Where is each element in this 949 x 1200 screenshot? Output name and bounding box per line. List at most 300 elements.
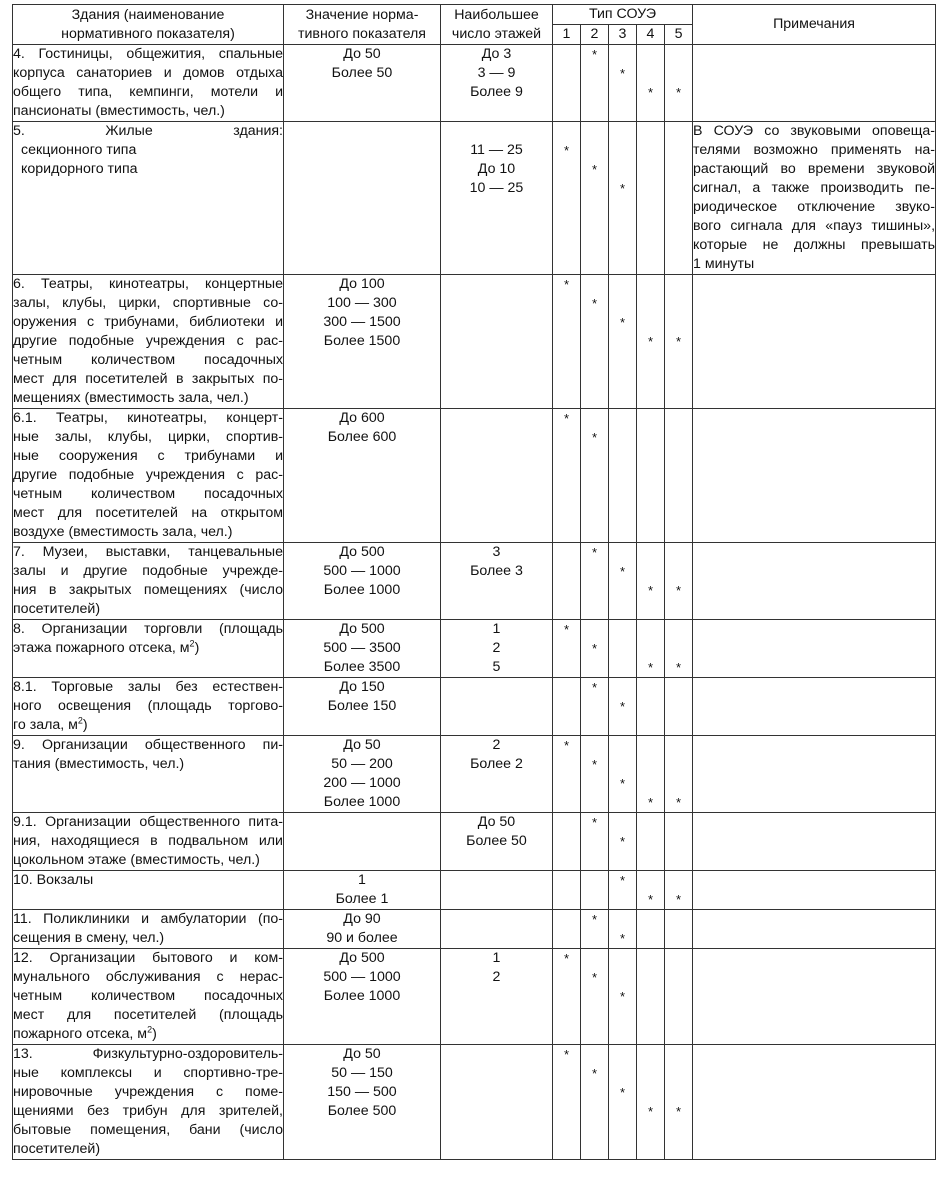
soue-type-2-cell: [581, 543, 609, 620]
norm-value-cell: [284, 275, 441, 409]
building-name-line: 7. Музеи, выставки, танцевальные: [13, 544, 283, 560]
soue-type-4-cell: [637, 871, 665, 910]
requirement-mark: *: [591, 815, 598, 830]
requirement-mark: *: [647, 795, 654, 810]
header-type-5: 5: [665, 25, 693, 45]
requirement-mark: *: [675, 85, 682, 100]
building-name-line: коридорного типа: [21, 161, 138, 177]
requirement-mark: *: [591, 296, 598, 311]
requirement-mark: *: [675, 334, 682, 349]
norm-value-cell: [284, 122, 441, 275]
building-name-line: 10. Вокзалы: [13, 872, 94, 888]
building-name-line: мунального обслуживания с нерас-: [13, 969, 283, 985]
norm-value: До 600: [339, 410, 385, 426]
requirement-mark: *: [591, 1066, 598, 1081]
norm-value: 500 — 3500: [323, 640, 401, 656]
building-name-line: пожарного отсека, $м^2$): [13, 1024, 157, 1042]
soue-type-3-cell: [609, 678, 637, 736]
requirement-mark: *: [619, 873, 626, 888]
empty-line: [637, 620, 664, 639]
empty-line: [637, 774, 664, 793]
empty-line: [637, 313, 664, 332]
building-name-line: 13. Физкультурно-оздоровитель-: [13, 1046, 283, 1062]
norm-value: До 50: [343, 737, 381, 753]
soue-type-5-cell: [665, 409, 693, 543]
building-name-line: 9.1. Организации общественного пита-: [13, 814, 283, 830]
building-name-line: мест для посетителей в закрытых по-: [13, 371, 283, 387]
soue-type-1-cell: [553, 736, 581, 813]
building-name-line: ные комплексы и спортивно-тре-: [13, 1065, 283, 1081]
soue-type-4-cell: [637, 620, 665, 678]
soue-type-4-cell: [637, 910, 665, 949]
building-name-cell: [13, 122, 284, 275]
norm-value: 50 — 200: [331, 756, 393, 772]
soue-type-3-cell: [609, 275, 637, 409]
soue-type-2-cell: [581, 736, 609, 813]
norm-value: 90 и более: [326, 930, 398, 946]
building-name-cell: [13, 409, 284, 543]
requirement-mark: *: [591, 162, 598, 177]
soue-type-4-cell: [637, 409, 665, 543]
header-floors: Наибольшее число этажей: [441, 5, 553, 45]
soue-type-4-cell: [637, 678, 665, 736]
soue-type-4-cell: [637, 122, 665, 275]
empty-line: [665, 774, 692, 793]
soue-type-5-cell: [665, 543, 693, 620]
building-name-line: воздухе (вместимость зала, чел.): [13, 524, 233, 540]
empty-line: [665, 1045, 692, 1064]
requirement-mark: *: [563, 1047, 570, 1062]
norm-value-cell: [284, 1045, 441, 1160]
building-name-cell: [13, 871, 284, 910]
max-floors-cell: [441, 122, 553, 275]
requirement-mark: *: [619, 834, 626, 849]
empty-line: [637, 64, 664, 83]
max-floors-value: 3: [492, 544, 501, 560]
norm-value: Более 1000: [323, 582, 401, 598]
requirement-mark: *: [563, 951, 570, 966]
empty-line: [637, 871, 664, 890]
requirement-mark: *: [619, 181, 626, 196]
norm-value: 200 — 1000: [323, 775, 401, 791]
table-row: [13, 736, 936, 813]
empty-line: [581, 620, 608, 639]
norm-value: Более 1000: [323, 988, 401, 1004]
norm-value: 300 — 1500: [323, 314, 401, 330]
empty-line: [637, 45, 664, 64]
norm-value: До 50: [343, 1046, 381, 1062]
soue-type-3-cell: [609, 949, 637, 1045]
building-name-line: цокольном этаже (вместимость, чел.): [13, 852, 260, 868]
empty-line: [553, 122, 580, 141]
max-floors-value: Более 9: [470, 84, 523, 100]
soue-type-5-cell: [665, 813, 693, 871]
table-row: [13, 949, 936, 1045]
requirement-mark: *: [619, 931, 626, 946]
max-floors-value: До 3: [481, 46, 512, 62]
building-name-cell: [13, 910, 284, 949]
building-name-line: бытовые помещения, бани (число: [13, 1122, 283, 1138]
soue-type-3-cell: [609, 910, 637, 949]
max-floors-cell: [441, 409, 553, 543]
max-floors-cell: [441, 543, 553, 620]
soue-type-2-cell: [581, 275, 609, 409]
empty-line: [637, 543, 664, 562]
table-row: [13, 275, 936, 409]
norm-value-cell: [284, 678, 441, 736]
norm-value-cell: [284, 949, 441, 1045]
max-floors-value: До 50: [477, 814, 516, 830]
requirement-mark: *: [563, 622, 570, 637]
norm-value: 500 — 1000: [323, 563, 401, 579]
soue-type-1-cell: [553, 949, 581, 1045]
empty-line: [609, 678, 636, 697]
table-row: [13, 409, 936, 543]
building-name-cell: [13, 1045, 284, 1160]
soue-type-3-cell: [609, 45, 637, 122]
empty-line: [581, 736, 608, 755]
soue-type-5-cell: [665, 1045, 693, 1160]
table-body: [13, 45, 936, 1160]
max-floors-cell: [441, 620, 553, 678]
max-floors-cell: [441, 736, 553, 813]
requirement-mark: *: [563, 738, 570, 753]
requirement-mark: *: [619, 1085, 626, 1100]
empty-line: [665, 562, 692, 581]
max-floors-cell: [441, 678, 553, 736]
empty-line: [609, 736, 636, 755]
soue-type-1-cell: [553, 678, 581, 736]
max-floors-value: 1: [492, 950, 501, 966]
header-soue-type: Тип СОУЭ: [553, 5, 693, 25]
soue-type-2-cell: [581, 45, 609, 122]
soue-type-4-cell: [637, 45, 665, 122]
building-name-line: тания (вместимость, чел.): [13, 756, 185, 772]
requirement-mark: *: [563, 411, 570, 426]
requirement-mark: *: [619, 989, 626, 1004]
building-name-line: го зала, $м^2$): [13, 715, 88, 733]
notes-cell: [693, 275, 936, 409]
norm-value-cell: [284, 871, 441, 910]
norm-value-cell: [284, 620, 441, 678]
notes-cell: [693, 910, 936, 949]
requirement-mark: *: [675, 1104, 682, 1119]
building-name-line: 12. Организации бытового и ком-: [13, 950, 283, 966]
building-name-line: ния в закрытых помещениях (число: [13, 582, 283, 598]
max-floors-cell: [441, 949, 553, 1045]
empty-line: [609, 910, 636, 929]
empty-line: [609, 45, 636, 64]
empty-line: [609, 275, 636, 294]
empty-line: [665, 275, 692, 294]
building-name-line: мещениях (вместимость зала, чел.): [13, 390, 249, 406]
header-name: Здания (наименование нормативного показателя): [13, 5, 284, 45]
building-name-line: другие подобные учреждения с рас-: [13, 467, 283, 483]
norm-value: До 500: [339, 950, 385, 966]
empty-line: [665, 620, 692, 639]
max-floors-value: 3 — 9: [477, 65, 516, 81]
requirement-mark: *: [675, 795, 682, 810]
building-name-cell: [13, 543, 284, 620]
max-floors-cell: [441, 813, 553, 871]
empty-line: [637, 639, 664, 658]
empty-line: [609, 949, 636, 968]
norm-value: До 90: [343, 911, 381, 927]
requirement-mark: *: [675, 583, 682, 598]
norm-value: Более 1: [335, 891, 389, 907]
building-name-line: ные сооружения с трибунами и: [13, 448, 283, 464]
norm-value: Более 50: [331, 65, 393, 81]
requirement-mark: *: [675, 892, 682, 907]
soue-type-2-cell: [581, 620, 609, 678]
norm-value: До 500: [339, 544, 385, 560]
norm-value-cell: [284, 45, 441, 122]
building-name-line: корпуса санаториев и домов отдыха: [13, 65, 283, 81]
note-line: вого сигнала для «пауз тишины»,: [693, 218, 936, 234]
building-name-line: 6.1. Театры, кинотеатры, концерт-: [13, 410, 283, 426]
empty-line: [665, 736, 692, 755]
building-name-cell: [13, 736, 284, 813]
empty-line: [609, 543, 636, 562]
requirement-mark: *: [647, 583, 654, 598]
requirement-mark: *: [647, 892, 654, 907]
norm-value: До 50: [343, 46, 381, 62]
building-name-line: 9. Организации общественного пи-: [13, 737, 283, 753]
empty-line: [637, 1064, 664, 1083]
building-name-cell: [13, 45, 284, 122]
table-row: [13, 871, 936, 910]
building-name-line: мест для посетителей (площадь: [13, 1007, 283, 1023]
notes-cell: [693, 620, 936, 678]
requirement-mark: *: [591, 680, 598, 695]
norm-value: Более 3500: [323, 659, 401, 675]
notes-cell: [693, 949, 936, 1045]
building-name-cell: [13, 949, 284, 1045]
soue-type-5-cell: [665, 678, 693, 736]
norm-value: Более 1000: [323, 794, 401, 810]
soue-type-2-cell: [581, 910, 609, 949]
empty-line: [637, 294, 664, 313]
empty-line: [637, 755, 664, 774]
building-name-line: ния, находящиеся в подвальном или: [13, 833, 283, 849]
table-row: [13, 678, 936, 736]
building-name-line: другие подобные учреждения с рас-: [13, 333, 283, 349]
empty-line: [581, 141, 608, 160]
empty-line: [609, 1064, 636, 1083]
requirement-mark: *: [675, 660, 682, 675]
max-floors-value: [441, 122, 552, 141]
notes-cell: [693, 122, 936, 275]
empty-line: [637, 1045, 664, 1064]
soue-type-4-cell: [637, 813, 665, 871]
building-name-line: 8.1. Торговые залы без естествен-: [13, 679, 283, 695]
note-line: В СОУЭ со звуковыми оповеща-: [693, 123, 936, 139]
soue-type-2-cell: [581, 122, 609, 275]
empty-line: [665, 313, 692, 332]
building-name-line: пансионаты (вместимость, чел.): [13, 103, 225, 119]
empty-line: [637, 275, 664, 294]
norm-value: До 100: [339, 276, 385, 292]
note-line: сигнал, а также производить пе-: [693, 180, 936, 196]
norm-value: 50 — 150: [331, 1065, 393, 1081]
building-name-line: посетителей): [13, 601, 101, 617]
notes-cell: [693, 409, 936, 543]
soue-type-5-cell: [665, 275, 693, 409]
max-floors-value: Более 50: [466, 833, 527, 849]
empty-line: [637, 736, 664, 755]
soue-table: [12, 4, 936, 1160]
requirement-mark: *: [563, 143, 570, 158]
norm-value: 1: [358, 872, 366, 888]
soue-type-1-cell: [553, 1045, 581, 1160]
requirement-mark: *: [647, 334, 654, 349]
soue-type-2-cell: [581, 871, 609, 910]
soue-type-3-cell: [609, 813, 637, 871]
building-name-line: сещения в смену, чел.): [13, 930, 165, 946]
soue-type-4-cell: [637, 275, 665, 409]
building-name-cell: [13, 620, 284, 678]
soue-type-4-cell: [637, 543, 665, 620]
max-floors-value: 11 — 25: [470, 142, 523, 158]
soue-type-3-cell: [609, 409, 637, 543]
header-type-3: 3: [609, 25, 637, 45]
empty-line: [609, 755, 636, 774]
empty-line: [581, 122, 608, 141]
soue-type-4-cell: [637, 1045, 665, 1160]
empty-line: [609, 141, 636, 160]
building-name-line: четным количеством посадочных: [13, 486, 283, 502]
max-floors-value: 10 — 25: [469, 180, 524, 196]
empty-line: [665, 294, 692, 313]
note-line: 1 минуты: [693, 256, 755, 272]
table-row: [13, 45, 936, 122]
norm-value-cell: [284, 409, 441, 543]
max-floors-value: 2: [492, 737, 501, 753]
norm-value-cell: [284, 910, 441, 949]
header-type-2: 2: [581, 25, 609, 45]
soue-type-1-cell: [553, 122, 581, 275]
empty-line: [665, 45, 692, 64]
norm-value: Более 600: [327, 429, 397, 445]
soue-type-1-cell: [553, 871, 581, 910]
soue-type-3-cell: [609, 543, 637, 620]
norm-value: Более 150: [327, 698, 397, 714]
building-name-cell: [13, 275, 284, 409]
soue-type-3-cell: [609, 620, 637, 678]
soue-type-3-cell: [609, 1045, 637, 1160]
soue-type-2-cell: [581, 1045, 609, 1160]
requirement-mark: *: [591, 970, 598, 985]
note-line: риодическое отключение звуко-: [693, 199, 936, 215]
empty-line: [581, 1045, 608, 1064]
max-floors-value: Более 3: [470, 563, 523, 579]
building-name-line: нировочные учреждения с поме-: [13, 1084, 283, 1100]
requirement-mark: *: [591, 641, 598, 656]
empty-line: [581, 275, 608, 294]
norm-value-cell: [284, 813, 441, 871]
requirement-mark: *: [647, 660, 654, 675]
empty-line: [637, 562, 664, 581]
requirement-mark: *: [619, 564, 626, 579]
soue-type-5-cell: [665, 949, 693, 1045]
building-name-line: четным количеством посадочных: [13, 352, 283, 368]
header-type-1: 1: [553, 25, 581, 45]
soue-type-5-cell: [665, 910, 693, 949]
empty-line: [665, 639, 692, 658]
building-name-line: общего типа, кемпинги, мотели и: [13, 84, 283, 100]
table-row: [13, 910, 936, 949]
empty-line: [665, 1083, 692, 1102]
norm-value-cell: [284, 736, 441, 813]
empty-line: [609, 160, 636, 179]
building-name-line: ные залы, клубы, цирки, спортив-: [13, 429, 283, 445]
building-name-line: секционного типа: [21, 142, 137, 158]
soue-type-1-cell: [553, 45, 581, 122]
soue-type-5-cell: [665, 45, 693, 122]
requirement-mark: *: [619, 66, 626, 81]
empty-line: [609, 968, 636, 987]
requirement-mark: *: [591, 47, 598, 62]
requirement-mark: *: [619, 776, 626, 791]
requirement-mark: *: [591, 545, 598, 560]
table-row: [13, 813, 936, 871]
soue-type-1-cell: [553, 620, 581, 678]
requirement-mark: *: [647, 1104, 654, 1119]
building-name-line: 5. Жилые здания:: [13, 123, 283, 139]
note-line: телями возможно применять на-: [693, 142, 936, 158]
empty-line: [581, 949, 608, 968]
requirement-mark: *: [591, 912, 598, 927]
notes-cell: [693, 543, 936, 620]
building-name-line: 6. Театры, кинотеатры, концертные: [13, 276, 283, 292]
empty-line: [665, 543, 692, 562]
note-line: растающий во времени звуковой: [693, 161, 936, 177]
requirement-mark: *: [591, 430, 598, 445]
soue-type-2-cell: [581, 813, 609, 871]
soue-type-2-cell: [581, 949, 609, 1045]
header-value: Значение норма- тивного показателя: [284, 5, 441, 45]
empty-line: [665, 755, 692, 774]
notes-cell: [693, 736, 936, 813]
empty-line: [665, 871, 692, 890]
empty-line: [609, 294, 636, 313]
norm-value: 100 — 300: [327, 295, 397, 311]
building-name-line: щениями без трибун для зрителей,: [13, 1103, 283, 1119]
requirement-mark: *: [591, 757, 598, 772]
table-row: [13, 620, 936, 678]
building-name-line: оружения с трибунами, библиотеки и: [13, 314, 283, 330]
norm-value: 150 — 500: [327, 1084, 397, 1100]
soue-type-2-cell: [581, 678, 609, 736]
header-notes: Примечания: [693, 5, 936, 45]
building-name-cell: [13, 678, 284, 736]
soue-type-5-cell: [665, 620, 693, 678]
empty-line: [665, 64, 692, 83]
table-row: [13, 1045, 936, 1160]
notes-cell: [693, 45, 936, 122]
soue-type-5-cell: [665, 736, 693, 813]
soue-type-1-cell: [553, 910, 581, 949]
building-name-line: посетителей): [13, 1141, 101, 1157]
norm-value-cell: [284, 543, 441, 620]
notes-cell: [693, 813, 936, 871]
soue-type-2-cell: [581, 409, 609, 543]
norm-value: До 500: [339, 621, 385, 637]
soue-type-4-cell: [637, 949, 665, 1045]
building-name-line: четным количеством посадочных: [13, 988, 283, 1004]
requirement-mark: *: [619, 699, 626, 714]
empty-line: [581, 409, 608, 428]
